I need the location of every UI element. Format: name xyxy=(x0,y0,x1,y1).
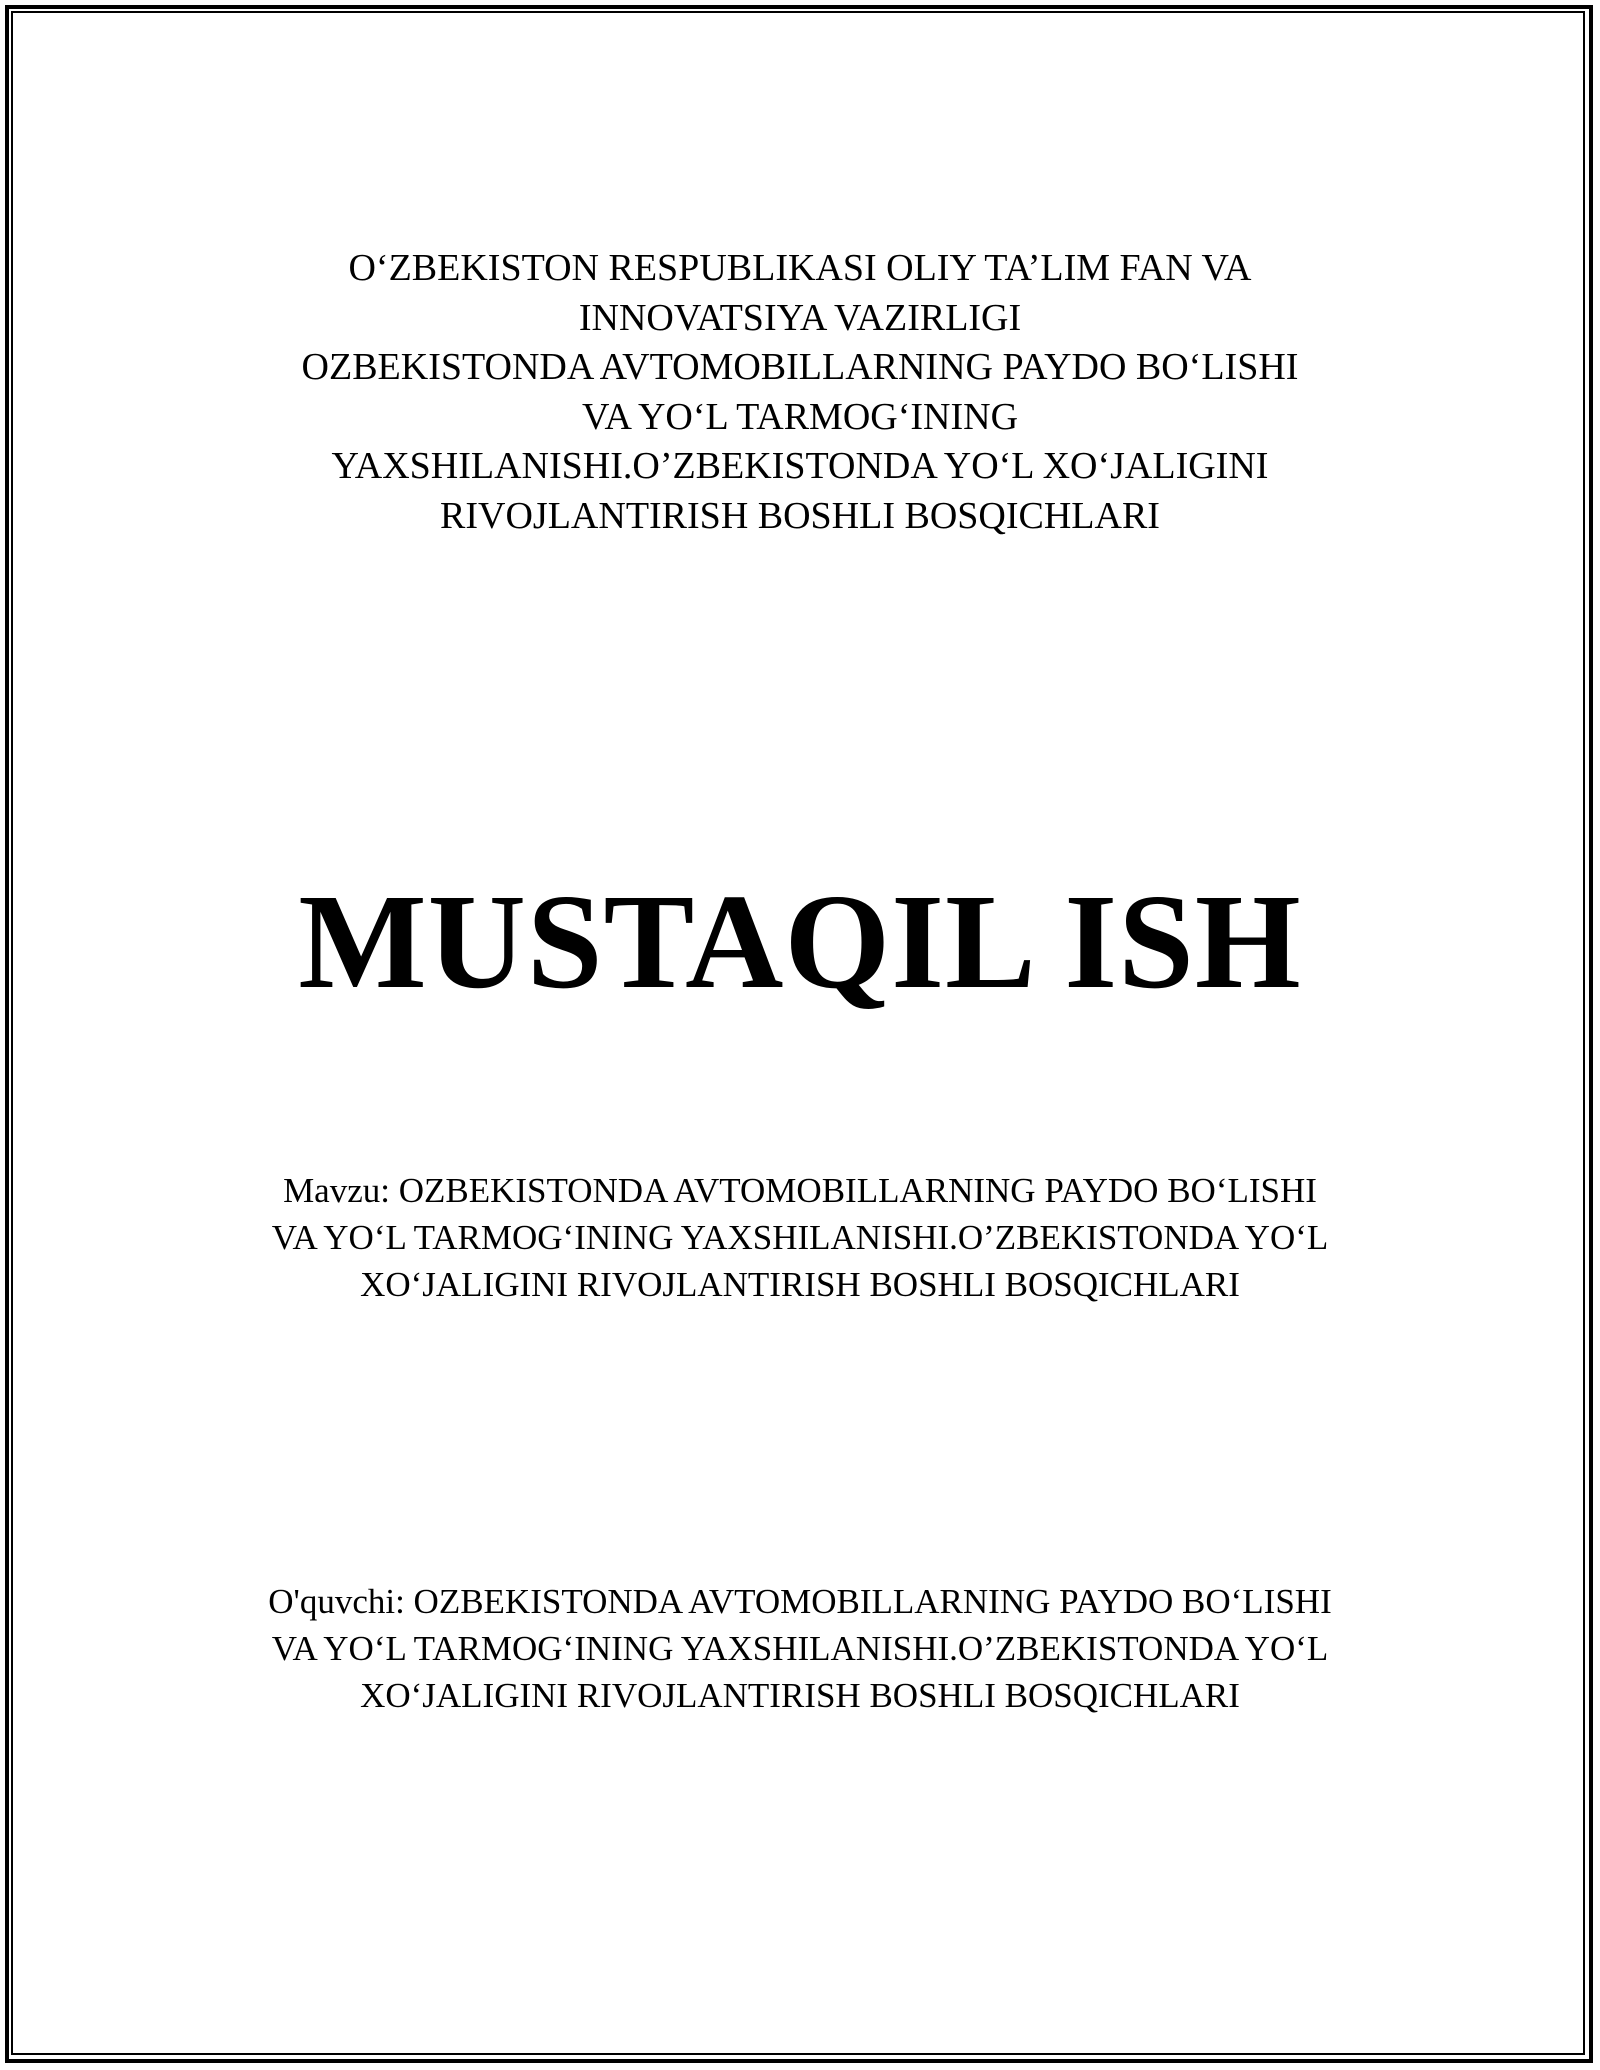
student-line: O'quvchi: OZBEKISTONDA AVTOMOBILLARNING PAYDO BO‘LISHI xyxy=(268,1582,1332,1621)
topic-line: XO‘JALIGINI RIVOJLANTIRISH BOSHLI BOSQICHLARI xyxy=(360,1265,1240,1304)
student-line: VA YO‘L TARMOG‘INING YAXSHILANISHI.O’ZBEKISTONDA YO‘L xyxy=(271,1629,1329,1668)
header-line: INNOVATSIYA VAZIRLIGI xyxy=(578,296,1022,339)
topic-line: Mavzu: OZBEKISTONDA AVTOMOBILLARNING PAYDO BO‘LISHI xyxy=(283,1171,1317,1210)
topic-line: VA YO‘L TARMOG‘INING YAXSHILANISHI.O’ZBEKISTONDA YO‘L xyxy=(271,1218,1329,1257)
header-line: O‘ZBEKISTON RESPUBLIKASI OLIY TA’LIM FAN VA xyxy=(348,247,1252,289)
header-line: RIVOJLANTIRISH BOSHLI BOSQICHLARI xyxy=(440,494,1160,537)
student-block xyxy=(200,1578,1400,1719)
header-line: VA YO‘L TARMOG‘INING xyxy=(581,395,1019,438)
header-line: YAXSHILANISHI.O’ZBEKISTONDA YO‘L XO‘JALIGINI xyxy=(331,445,1269,487)
ministry-header xyxy=(200,244,1400,541)
document-title: MUSTAQIL ISH xyxy=(298,867,1302,1017)
topic-block xyxy=(200,1167,1400,1308)
header-line: OZBEKISTONDA AVTOMOBILLARNING PAYDO BO‘LISHI xyxy=(301,346,1299,388)
student-line: XO‘JALIGINI RIVOJLANTIRISH BOSHLI BOSQICHLARI xyxy=(360,1676,1240,1715)
